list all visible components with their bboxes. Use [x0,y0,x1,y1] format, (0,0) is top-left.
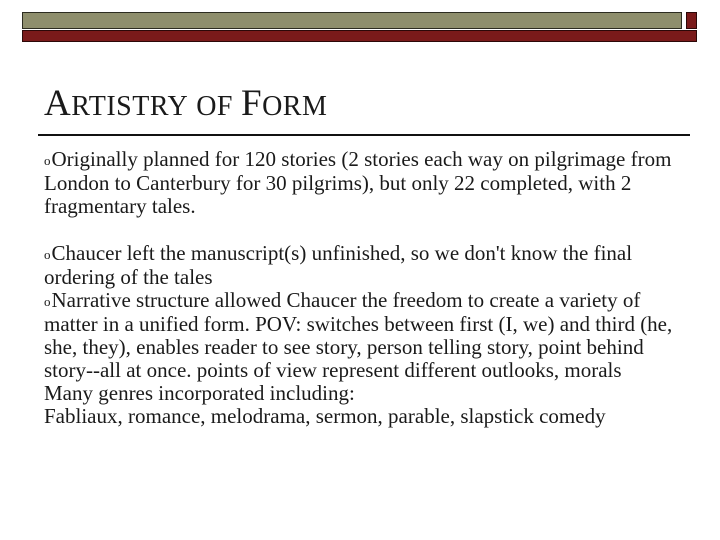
title-initial-f: F [240,83,263,124]
slide-body [44,148,684,428]
bullet-item-manuscript [44,242,684,289]
red-corner-square [686,12,697,29]
bullet-item-planned-stories [44,148,684,218]
bullet-text: Chaucer left the manuscript(s) unfinished, so we don't know the final ordering of the tales [44,241,633,289]
bullet-text: Narrative structure allowed Chaucer the freedom to create a variety of matter in a unified form. POV: switches between first (I, we) and third (he, she, they), enables reader to see story, person telling story, point behind story--all at once. points of view represent different outlooks, morals [44,288,673,382]
title-underline-rule [38,134,690,136]
bullet-text: Originally planned for 120 stories (2 stories each way on pilgrimage from London to Canterbury for 30 pilgrims), but only 22 completed, with 2 fragmentary tales. [44,147,672,218]
olive-bar [22,12,682,29]
slide-title [44,84,327,127]
bullet-marker: o [44,294,51,309]
line-genres-heading: Many genres incorporated including: [44,381,355,405]
top-decorative-band [22,12,697,42]
title-word-artistry-rest: RTISTRY [71,91,189,122]
red-bar [22,30,697,42]
bullet-marker: o [44,153,51,168]
title-initial-a: A [44,83,72,124]
bullet-marker: o [44,247,51,262]
line-genres-list: Fabliaux, romance, melodrama, sermon, parable, slapstick comedy [44,404,606,428]
title-word-form-rest: ORM [262,91,328,122]
title-word-of: OF [196,91,233,122]
paragraph-gap [44,218,684,242]
bullet-item-narrative-structure [44,289,684,382]
